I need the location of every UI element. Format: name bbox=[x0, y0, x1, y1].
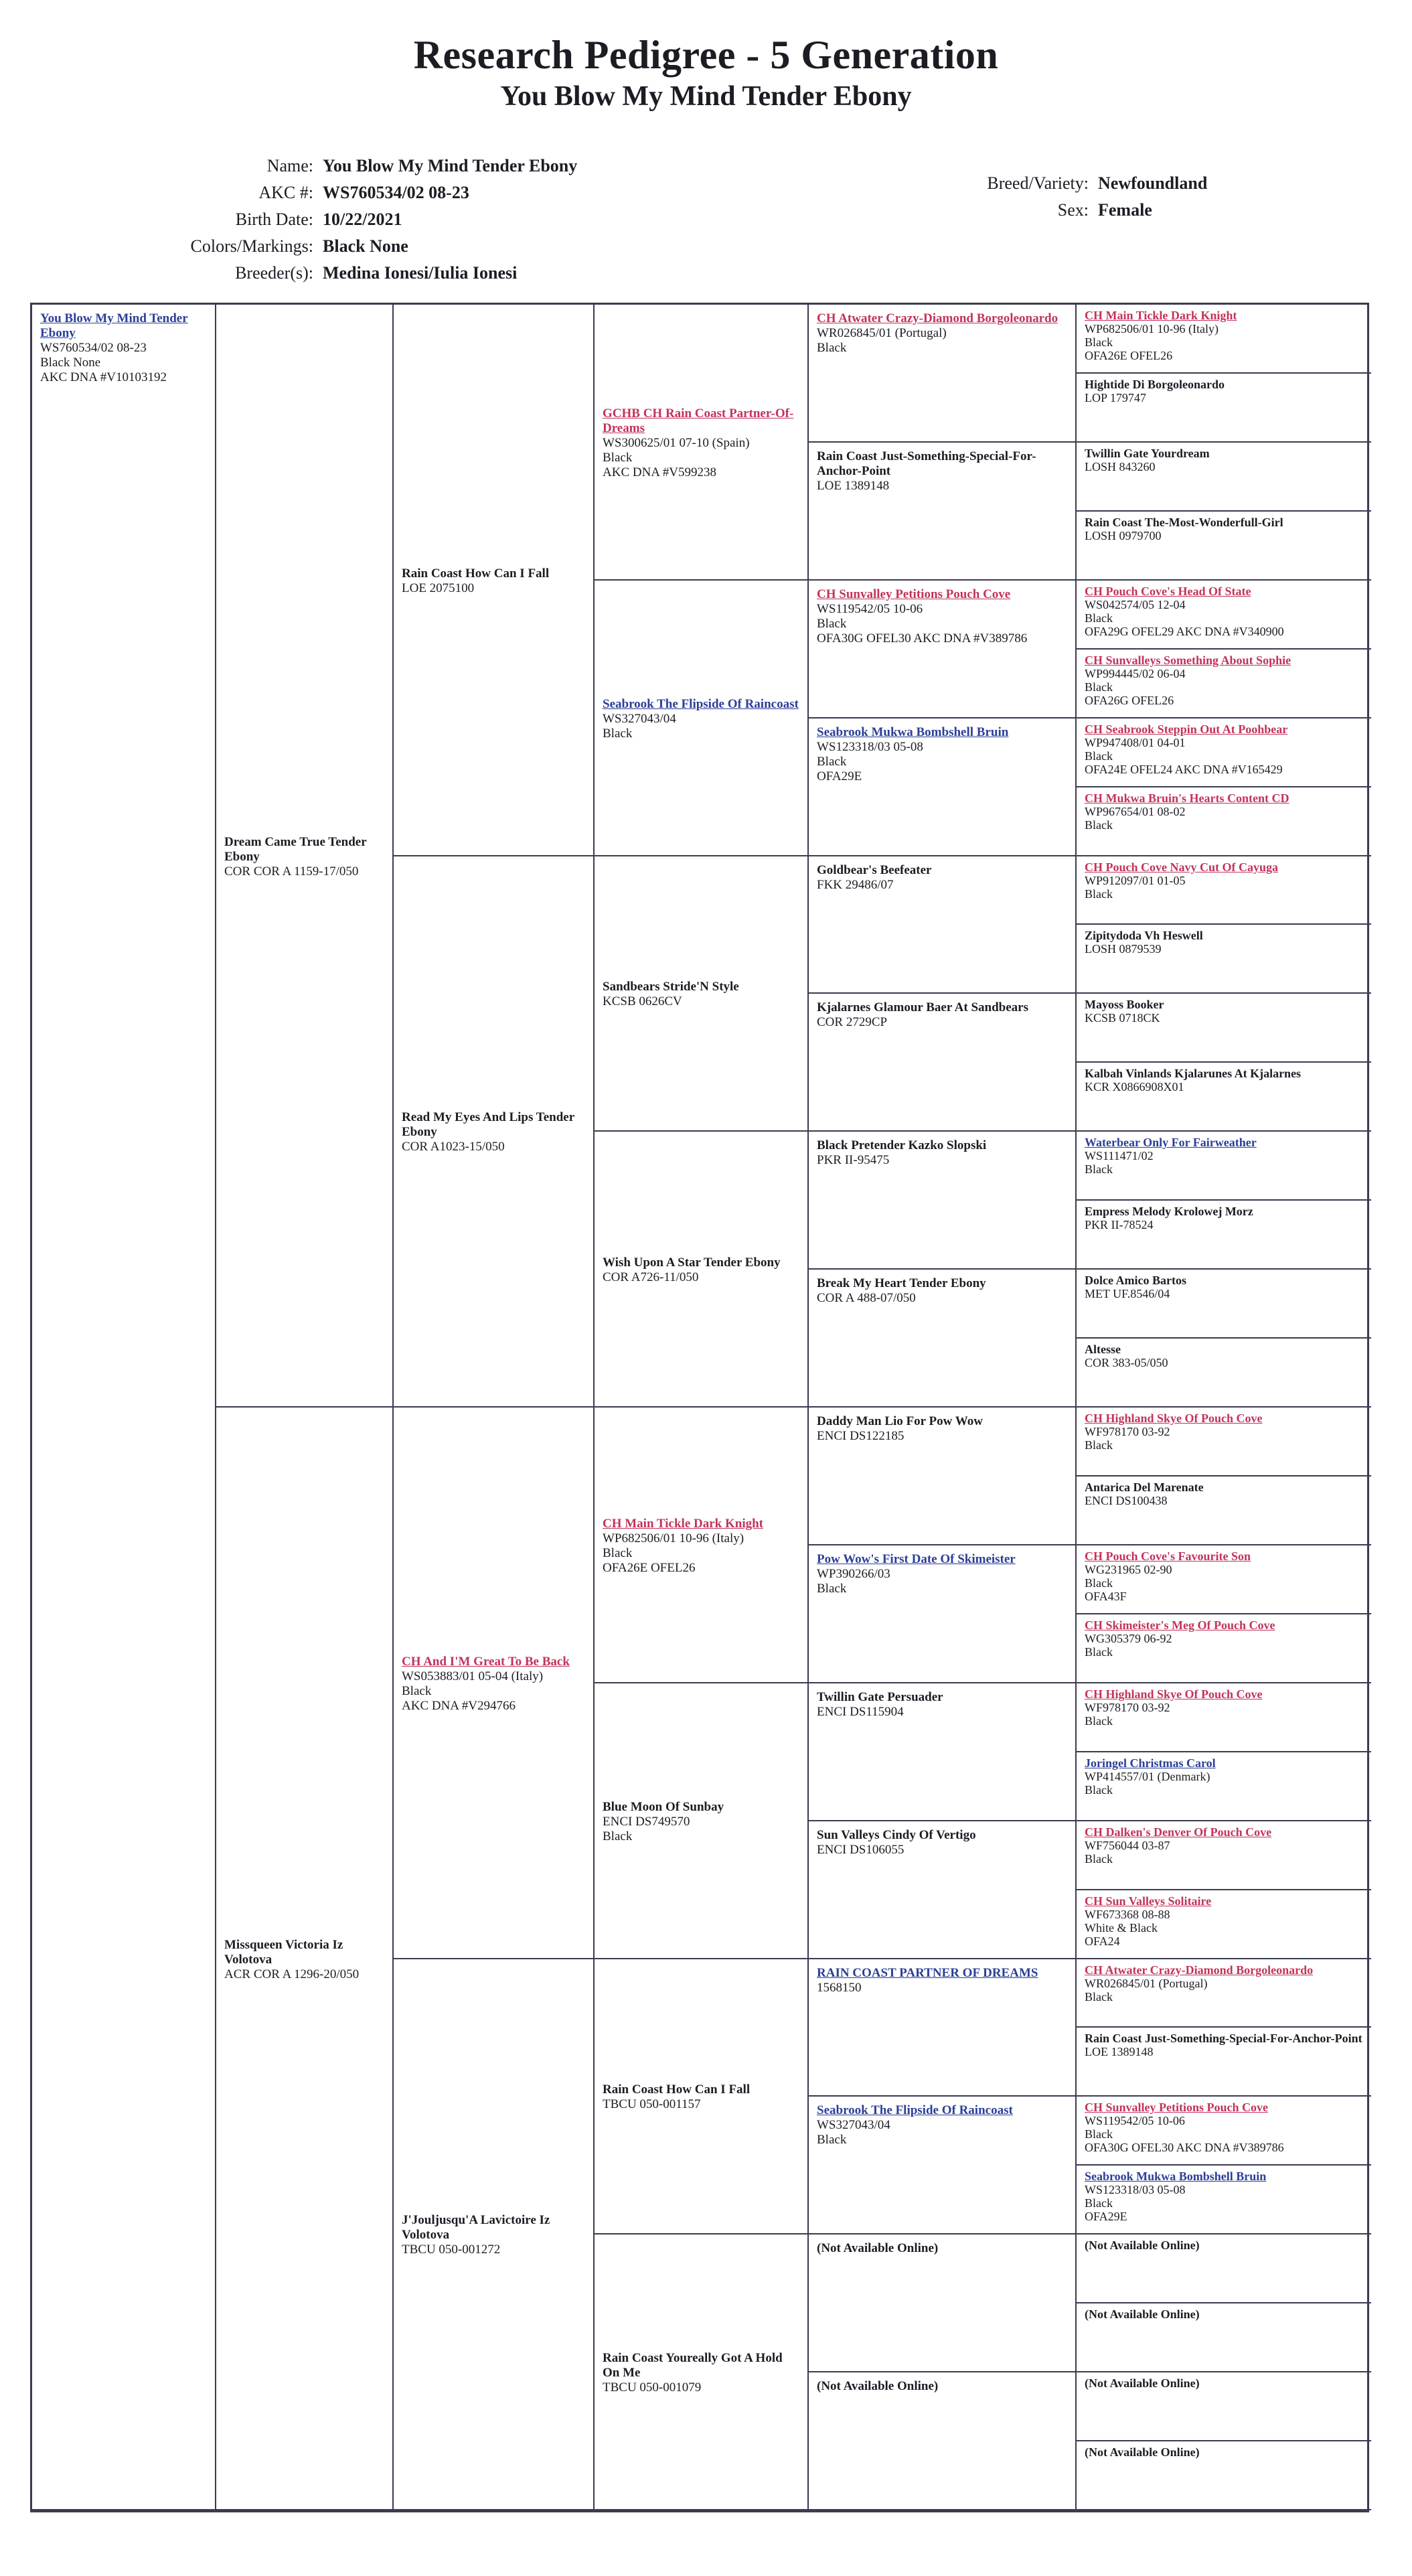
pedigree-cell-gen6 bbox=[1077, 1201, 1371, 1270]
dog-name: Twillin Gate Persuader bbox=[817, 1689, 943, 1704]
dog-detail: Black bbox=[402, 1683, 432, 1698]
info-row-name bbox=[134, 153, 577, 179]
pedigree-cell-gen6 bbox=[1077, 1545, 1371, 1614]
pedigree-cell-gen5 bbox=[809, 856, 1077, 994]
pedigree-cell-gen6 bbox=[1077, 787, 1371, 856]
dog-detail: Black bbox=[817, 1581, 847, 1596]
pedigree-cell-gen5 bbox=[809, 443, 1077, 581]
dog-detail: Black bbox=[1085, 1645, 1113, 1659]
dog-detail: Black bbox=[1085, 2196, 1113, 2210]
dog-detail: WS119542/05 10-06 bbox=[817, 601, 923, 616]
dog-name: Wish Upon A Star Tender Ebony bbox=[603, 1256, 781, 1270]
dog-detail: COR 2729CP bbox=[817, 1015, 888, 1030]
pedigree-cell-gen5 bbox=[809, 581, 1077, 718]
dog-detail: WP947408/01 04-01 bbox=[1085, 735, 1186, 749]
dog-name: Rain Coast The-Most-Wonderfull-Girl bbox=[1085, 515, 1283, 529]
dog-name-link[interactable]: CH Sunvalley Petitions Pouch Cove bbox=[817, 587, 1011, 601]
dog-name-link[interactable]: CH Sunvalleys Something About Sophie bbox=[1085, 653, 1291, 667]
pedigree-cell-gen6 bbox=[1077, 650, 1371, 718]
dog-detail: ENCI DS100438 bbox=[1085, 1493, 1168, 1507]
dog-detail: OFA29E bbox=[1085, 2210, 1127, 2224]
dog-info-left bbox=[134, 153, 577, 287]
dog-detail: WP682506/01 10-96 (Italy) bbox=[603, 1531, 744, 1545]
info-label: Sex: bbox=[1057, 200, 1089, 220]
dog-detail: ENCI DS106055 bbox=[817, 1842, 905, 1857]
dog-detail: LOE 1389148 bbox=[1085, 2045, 1154, 2059]
pedigree-cell-gen6 bbox=[1077, 925, 1371, 994]
dog-detail: WP390266/03 bbox=[817, 1566, 890, 1581]
dog-detail: WS760534/02 08-23 bbox=[40, 341, 147, 355]
dog-name: (Not Available Online) bbox=[1085, 2376, 1200, 2391]
pedigree-cell-gen1 bbox=[32, 305, 216, 2510]
dog-detail: Black bbox=[1085, 1576, 1113, 1590]
dog-detail: PKR II-95475 bbox=[817, 1153, 890, 1168]
dog-detail: TBCU 050-001157 bbox=[603, 2097, 701, 2112]
dog-detail: PKR II-78524 bbox=[1085, 1218, 1154, 1232]
dog-name-link[interactable]: CH Main Tickle Dark Knight bbox=[603, 1516, 763, 1531]
pedigree-cell-gen3 bbox=[394, 305, 595, 856]
page-subtitle: You Blow My Mind Tender Ebony bbox=[500, 81, 912, 112]
dog-info-right bbox=[937, 170, 1207, 224]
dog-name-link[interactable]: CH Pouch Cove's Head Of State bbox=[1085, 584, 1251, 598]
dog-detail: Black bbox=[603, 726, 633, 741]
dog-detail: Black bbox=[1085, 1989, 1113, 2003]
dog-name-link[interactable]: Seabrook Mukwa Bombshell Bruin bbox=[1085, 2170, 1267, 2184]
dog-name-link[interactable]: CH Main Tickle Dark Knight bbox=[1085, 309, 1237, 322]
dog-name: Goldbear's Beefeater bbox=[817, 862, 932, 877]
info-value: Female bbox=[1098, 200, 1152, 220]
dog-name: (Not Available Online) bbox=[817, 2241, 939, 2256]
info-value: 10/22/2021 bbox=[323, 210, 402, 229]
dog-detail: ENCI DS122185 bbox=[817, 1429, 905, 1443]
pedigree-cell-gen6 bbox=[1077, 305, 1371, 374]
pedigree-cell-gen5 bbox=[809, 994, 1077, 1132]
dog-name-link[interactable]: Joringel Christmas Carol bbox=[1085, 1756, 1216, 1770]
dog-name-link[interactable]: CH Seabrook Steppin Out At Poohbear bbox=[1085, 722, 1288, 736]
dog-detail: WS111471/02 bbox=[1085, 1149, 1154, 1163]
dog-detail: WF756044 03-87 bbox=[1085, 1838, 1170, 1852]
dog-detail: WS300625/01 07-10 (Spain) bbox=[603, 435, 750, 450]
dog-detail: 1568150 bbox=[817, 1980, 862, 1995]
dog-name: Sandbears Stride'N Style bbox=[603, 980, 739, 994]
pedigree-cell-gen6 bbox=[1077, 1752, 1371, 1821]
dog-detail: WP682506/01 10-96 (Italy) bbox=[1085, 322, 1219, 335]
dog-name: Twillin Gate Yourdream bbox=[1085, 446, 1210, 460]
dog-name: Zipitydoda Vh Heswell bbox=[1085, 929, 1203, 943]
dog-detail: Black bbox=[817, 754, 847, 769]
dog-detail: WS123318/03 05-08 bbox=[817, 739, 923, 754]
dog-detail: WS327043/04 bbox=[603, 711, 676, 726]
info-label: Colors/Markings: bbox=[190, 236, 313, 256]
pedigree-cell-gen2 bbox=[216, 305, 394, 1408]
dog-name-link[interactable]: CH Sun Valleys Solitaire bbox=[1085, 1894, 1212, 1908]
pedigree-cell-gen6 bbox=[1077, 1339, 1371, 1408]
dog-detail: OFA26E OFEL26 bbox=[1085, 349, 1173, 362]
dog-name-link[interactable]: RAIN COAST PARTNER OF DREAMS bbox=[817, 1965, 1038, 1980]
dog-detail: COR A 488-07/050 bbox=[817, 1291, 916, 1306]
pedigree-cell-gen6 bbox=[1077, 1063, 1371, 1132]
dog-detail: LOSH 843260 bbox=[1085, 459, 1156, 473]
dog-detail: OFA30G OFEL30 AKC DNA #V389786 bbox=[1085, 2141, 1284, 2155]
pedigree-cell-gen6 bbox=[1077, 1959, 1371, 2028]
dog-name: Kalbah Vinlands Kjalarunes At Kjalarnes bbox=[1085, 1067, 1302, 1081]
pedigree-cell-gen6 bbox=[1077, 1890, 1371, 1959]
dog-name-link[interactable]: CH Atwater Crazy-Diamond Borgoleonardo bbox=[1085, 1963, 1314, 1977]
dog-detail: LOSH 0979700 bbox=[1085, 528, 1162, 542]
dog-detail: WG231965 02-90 bbox=[1085, 1562, 1172, 1576]
dog-detail: TBCU 050-001079 bbox=[603, 2380, 702, 2395]
dog-name-link[interactable]: CH Skimeister's Meg Of Pouch Cove bbox=[1085, 1618, 1275, 1632]
page-title: Research Pedigree - 5 Generation bbox=[413, 33, 999, 77]
pedigree-cell-gen5 bbox=[809, 1270, 1077, 1408]
dog-name-link[interactable]: Seabrook Mukwa Bombshell Bruin bbox=[817, 725, 1009, 739]
dog-detail: WS123318/03 05-08 bbox=[1085, 2183, 1186, 2197]
dog-detail: LOE 1389148 bbox=[817, 478, 890, 493]
dog-name-link[interactable]: GCHB CH Rain Coast Partner-Of-Dreams bbox=[603, 406, 794, 435]
dog-name: Rain Coast How Can I Fall bbox=[402, 566, 550, 581]
pedigree-cell-gen6 bbox=[1077, 2166, 1371, 2234]
dog-detail: Black bbox=[1085, 335, 1113, 349]
dog-detail: Black bbox=[1085, 1714, 1113, 1728]
dog-detail: WP414557/01 (Denmark) bbox=[1085, 1769, 1210, 1783]
dog-detail: ENCI DS115904 bbox=[817, 1704, 904, 1719]
dog-detail: WP967654/01 08-02 bbox=[1085, 804, 1186, 818]
dog-detail: AKC DNA #V10103192 bbox=[40, 370, 167, 384]
dog-detail: WS119542/05 10-06 bbox=[1085, 2114, 1185, 2128]
dog-detail: KCSB 0718CK bbox=[1085, 1011, 1160, 1025]
dog-detail: Black bbox=[1085, 1783, 1113, 1797]
pedigree-cell-gen6 bbox=[1077, 2028, 1371, 2097]
dog-name: Sun Valleys Cindy Of Vertigo bbox=[817, 1827, 976, 1842]
dog-name: Altesse bbox=[1085, 1343, 1121, 1357]
pedigree-cell-gen5 bbox=[809, 1959, 1077, 2097]
dog-detail: COR COR A 1159-17/050 bbox=[224, 864, 359, 879]
info-label: Breeder(s): bbox=[235, 263, 313, 283]
dog-detail: AKC DNA #V599238 bbox=[603, 465, 716, 479]
info-value: You Blow My Mind Tender Ebony bbox=[323, 156, 578, 175]
info-row-sex bbox=[937, 197, 1207, 224]
dog-name-link[interactable]: CH Highland Skye Of Pouch Cove bbox=[1085, 1687, 1263, 1701]
dog-detail: Black bbox=[1085, 1438, 1113, 1452]
pedigree-cell-gen6 bbox=[1077, 1683, 1371, 1752]
info-label: AKC #: bbox=[258, 183, 313, 202]
dog-detail: LOP 179747 bbox=[1085, 390, 1146, 404]
dog-detail: Black bbox=[817, 341, 847, 355]
dog-detail: WR026845/01 (Portugal) bbox=[817, 326, 947, 340]
info-row-breeders bbox=[134, 260, 577, 287]
pedigree-cell-gen6 bbox=[1077, 2234, 1371, 2303]
dog-name-link[interactable]: Seabrook The Flipside Of Raincoast bbox=[603, 696, 799, 711]
dog-detail: WP912097/01 01-05 bbox=[1085, 873, 1186, 887]
dog-name-link[interactable]: CH Sunvalley Petitions Pouch Cove bbox=[1085, 2101, 1269, 2115]
dog-name: Rain Coast How Can I Fall bbox=[603, 2082, 751, 2097]
pedigree-cell-gen4 bbox=[595, 856, 809, 1132]
pedigree-cell-gen6 bbox=[1077, 2097, 1371, 2166]
info-value: Black None bbox=[323, 236, 408, 256]
dog-name: Mayoss Booker bbox=[1085, 998, 1164, 1012]
info-row-colors bbox=[134, 233, 577, 260]
pedigree-cell-gen6 bbox=[1077, 2372, 1371, 2441]
info-row-akc bbox=[134, 179, 577, 206]
dog-detail: WS042574/05 12-04 bbox=[1085, 597, 1186, 611]
dog-name-link[interactable]: CH Pouch Cove's Favourite Son bbox=[1085, 1549, 1251, 1563]
info-value: Newfoundland bbox=[1098, 173, 1208, 193]
info-label: Birth Date: bbox=[235, 210, 313, 229]
dog-name: Black Pretender Kazko Slopski bbox=[817, 1138, 987, 1153]
dog-detail: WF673368 08-88 bbox=[1085, 1907, 1170, 1921]
dog-detail: LOSH 0879539 bbox=[1085, 942, 1162, 956]
dog-detail: OFA26E OFEL26 bbox=[603, 1560, 696, 1575]
dog-detail: OFA29E bbox=[817, 769, 862, 783]
dog-detail: KCR X0866908X01 bbox=[1085, 1080, 1184, 1094]
dog-detail: OFA24 bbox=[1085, 1934, 1120, 1948]
dog-name: Kjalarnes Glamour Baer At Sandbears bbox=[817, 1000, 1028, 1015]
pedigree-cell-gen6 bbox=[1077, 1614, 1371, 1683]
pedigree-cell-gen6 bbox=[1077, 443, 1371, 512]
dog-name: Blue Moon Of Sunbay bbox=[603, 1799, 724, 1814]
dog-name: Rain Coast Youreally Got A Hold On Me bbox=[603, 2351, 783, 2380]
dog-detail: Black bbox=[603, 1829, 633, 1843]
dog-detail: WS327043/04 bbox=[817, 2118, 890, 2133]
dog-detail: OFA43F bbox=[1085, 1589, 1127, 1603]
pedigree-cell-gen5 bbox=[809, 718, 1077, 856]
pedigree-cell-gen3 bbox=[394, 856, 595, 1408]
pedigree-cell-gen4 bbox=[595, 1683, 809, 1959]
pedigree-cell-gen4 bbox=[595, 1959, 809, 2235]
dog-name: Dolce Amico Bartos bbox=[1085, 1274, 1186, 1288]
dog-detail: ENCI DS749570 bbox=[603, 1814, 690, 1829]
dog-name: Antarica Del Marenate bbox=[1085, 1480, 1204, 1494]
dog-name-link[interactable]: You Blow My Mind Tender Ebony bbox=[40, 311, 188, 340]
dog-name-link[interactable]: CH And I'M Great To Be Back bbox=[402, 1654, 570, 1669]
dog-name-link[interactable]: Waterbear Only For Fairweather bbox=[1085, 1136, 1257, 1150]
pedigree-cell-gen3 bbox=[394, 1959, 595, 2511]
pedigree-cell-gen6 bbox=[1077, 2303, 1371, 2372]
dog-detail: FKK 29486/07 bbox=[817, 877, 894, 892]
dog-detail: Black bbox=[1085, 680, 1113, 694]
pedigree-cell-gen4 bbox=[595, 305, 809, 581]
dog-name: (Not Available Online) bbox=[817, 2379, 939, 2394]
dog-detail: OFA24E OFEL24 AKC DNA #V165429 bbox=[1085, 762, 1283, 776]
dog-name: (Not Available Online) bbox=[1085, 2445, 1200, 2459]
dog-detail: COR A726-11/050 bbox=[603, 1270, 699, 1285]
dog-detail: Black None bbox=[40, 356, 101, 370]
dog-name: Daddy Man Lio For Pow Wow bbox=[817, 1414, 983, 1428]
dog-detail: WF978170 03-92 bbox=[1085, 1700, 1170, 1714]
dog-name: (Not Available Online) bbox=[1085, 2307, 1200, 2322]
dog-detail: COR A1023-15/050 bbox=[402, 1140, 505, 1154]
info-value: Medina Ionesi/Iulia Ionesi bbox=[323, 263, 518, 283]
dog-detail: Black bbox=[817, 616, 847, 631]
dog-detail: WS053883/01 05-04 (Italy) bbox=[402, 1669, 544, 1683]
pedigree-cell-gen2 bbox=[216, 1408, 394, 2510]
dog-name-link[interactable]: CH Atwater Crazy-Diamond Borgoleonardo bbox=[817, 311, 1058, 325]
pedigree-cell-gen5 bbox=[809, 1821, 1077, 1959]
pedigree-cell-gen6 bbox=[1077, 374, 1371, 443]
dog-name: Read My Eyes And Lips Tender Ebony bbox=[402, 1110, 574, 1140]
dog-name-link[interactable]: Seabrook The Flipside Of Raincoast bbox=[817, 2103, 1013, 2118]
pedigree-cell-gen6 bbox=[1077, 1408, 1371, 1476]
info-row-birth-date bbox=[134, 206, 577, 233]
pedigree-cell-gen6 bbox=[1077, 856, 1371, 925]
dog-name-link[interactable]: CH Highland Skye Of Pouch Cove bbox=[1085, 1412, 1263, 1425]
dog-detail: KCSB 0626CV bbox=[603, 994, 682, 1009]
pedigree-cell-gen5 bbox=[809, 1408, 1077, 1545]
dog-name-link[interactable]: CH Pouch Cove Navy Cut Of Cayuga bbox=[1085, 860, 1279, 874]
dog-detail: Black bbox=[1085, 887, 1113, 901]
dog-detail: Black bbox=[603, 1545, 633, 1560]
pedigree-cell-gen6 bbox=[1077, 1476, 1371, 1545]
info-label: Breed/Variety: bbox=[987, 173, 1089, 193]
pedigree-cell-gen5 bbox=[809, 1683, 1077, 1821]
dog-name: Rain Coast Just-Something-Special-For-Anchor-Point bbox=[817, 449, 1036, 478]
dog-name: Break My Heart Tender Ebony bbox=[817, 1276, 986, 1291]
pedigree-cell-gen5 bbox=[809, 2234, 1077, 2372]
dog-detail: Black bbox=[1085, 1851, 1113, 1866]
dog-detail: White & Black bbox=[1085, 1920, 1158, 1935]
dog-detail: TBCU 050-001272 bbox=[402, 2243, 501, 2257]
pedigree-cell-gen6 bbox=[1077, 512, 1371, 581]
pedigree-cell-gen6 bbox=[1077, 2441, 1371, 2510]
info-row-breed bbox=[937, 170, 1207, 197]
pedigree-cell-gen6 bbox=[1077, 994, 1371, 1063]
dog-detail: ACR COR A 1296-20/050 bbox=[224, 1967, 360, 1981]
pedigree-table bbox=[30, 303, 1369, 2512]
pedigree-cell-gen5 bbox=[809, 305, 1077, 443]
pedigree-cell-gen6 bbox=[1077, 581, 1371, 650]
pedigree-cell-gen5 bbox=[809, 1132, 1077, 1270]
dog-detail: WP994445/02 06-04 bbox=[1085, 666, 1186, 680]
dog-name: Hightide Di Borgoleonardo bbox=[1085, 377, 1225, 391]
dog-name-link[interactable]: CH Mukwa Bruin's Hearts Content CD bbox=[1085, 791, 1289, 805]
pedigree-cell-gen4 bbox=[595, 581, 809, 856]
pedigree-cell-gen3 bbox=[394, 1408, 595, 1959]
dog-detail: AKC DNA #V294766 bbox=[402, 1698, 516, 1713]
dog-detail: MET UF.8546/04 bbox=[1085, 1287, 1170, 1301]
dog-detail: OFA30G OFEL30 AKC DNA #V389786 bbox=[817, 631, 1028, 646]
dog-detail: Black bbox=[1085, 818, 1113, 832]
dog-detail: LOE 2075100 bbox=[402, 581, 475, 595]
dog-name: J'Jouljusqu'A Lavictoire Iz Volotova bbox=[402, 2213, 550, 2243]
info-value: WS760534/02 08-23 bbox=[323, 183, 469, 202]
dog-detail: Black bbox=[1085, 2127, 1113, 2141]
dog-detail: Black bbox=[1085, 1162, 1113, 1177]
dog-detail: COR 383-05/050 bbox=[1085, 1356, 1168, 1370]
pedigree-cell-gen4 bbox=[595, 2234, 809, 2510]
dog-name: Rain Coast Just-Something-Special-For-Anchor-Point bbox=[1085, 2032, 1362, 2046]
dog-name-link[interactable]: CH Dalken's Denver Of Pouch Cove bbox=[1085, 1825, 1272, 1839]
dog-detail: OFA29G OFEL29 AKC DNA #V340900 bbox=[1085, 624, 1284, 638]
pedigree-cell-gen5 bbox=[809, 1545, 1077, 1683]
dog-detail: WG305379 06-92 bbox=[1085, 1631, 1172, 1645]
dog-detail: WF978170 03-92 bbox=[1085, 1425, 1170, 1438]
dog-detail: WR026845/01 (Portugal) bbox=[1085, 1976, 1208, 1990]
pedigree-cell-gen6 bbox=[1077, 1132, 1371, 1201]
pedigree-cell-gen6 bbox=[1077, 1270, 1371, 1339]
pedigree-cell-gen6 bbox=[1077, 1821, 1371, 1890]
dog-detail: Black bbox=[817, 2133, 847, 2147]
info-label: Name: bbox=[266, 156, 313, 175]
dog-detail: OFA26G OFEL26 bbox=[1085, 693, 1174, 707]
dog-detail: Black bbox=[1085, 611, 1113, 625]
dog-name: (Not Available Online) bbox=[1085, 2239, 1200, 2253]
dog-name: Empress Melody Krolowej Morz bbox=[1085, 1205, 1253, 1219]
pedigree-cell-gen4 bbox=[595, 1408, 809, 1683]
pedigree-cell-gen5 bbox=[809, 2372, 1077, 2510]
dog-name-link[interactable]: Pow Wow's First Date Of Skimeister bbox=[817, 1551, 1016, 1566]
dog-detail: Black bbox=[1085, 749, 1113, 763]
dog-name: Missqueen Victoria Iz Volotova bbox=[224, 1937, 343, 1967]
pedigree-cell-gen6 bbox=[1077, 718, 1371, 787]
pedigree-cell-gen5 bbox=[809, 2097, 1077, 2234]
pedigree-cell-gen4 bbox=[595, 1132, 809, 1408]
dog-name: Dream Came True Tender Ebony bbox=[224, 834, 367, 864]
dog-detail: Black bbox=[603, 450, 633, 465]
